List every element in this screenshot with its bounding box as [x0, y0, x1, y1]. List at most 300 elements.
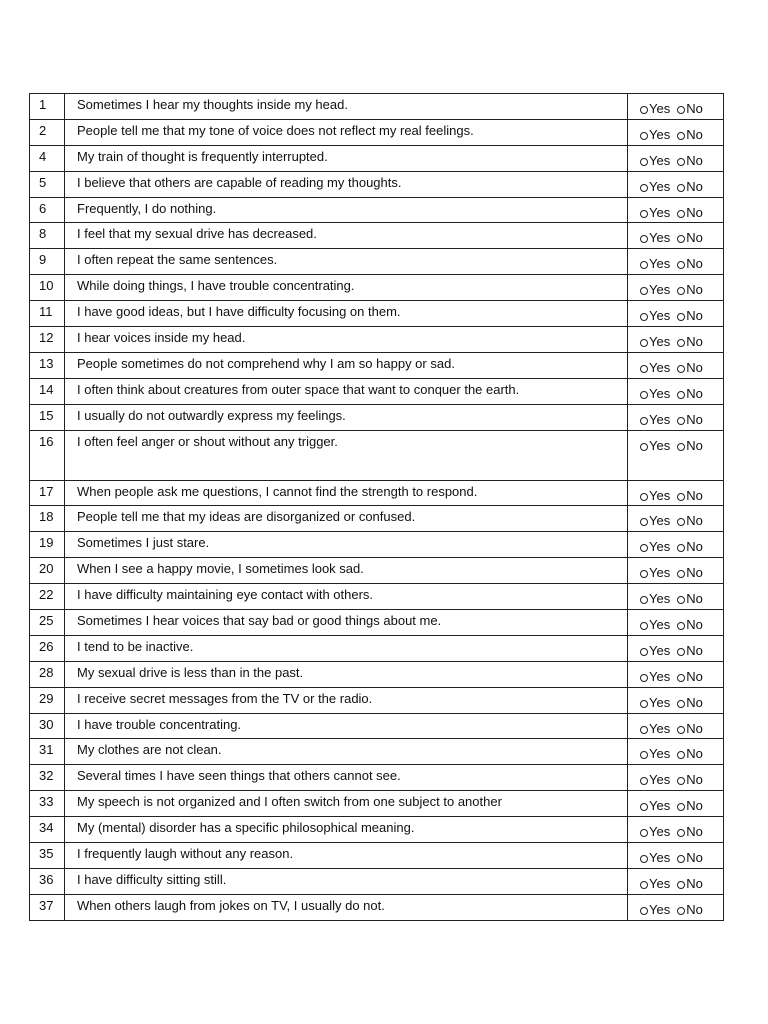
no-option[interactable]: [677, 617, 703, 632]
question-number-text: 32: [39, 768, 54, 784]
no-radio-icon[interactable]: [677, 443, 685, 451]
question-text-value: When people ask me questions, I cannot find the strength to respond.: [77, 483, 478, 499]
no-label: No: [686, 256, 703, 272]
yes-option[interactable]: [640, 772, 670, 787]
no-label: No: [686, 101, 703, 116]
question-number-text: 34: [39, 820, 54, 836]
question-text-value: My (mental) disorder has a specific philosophical meaning.: [77, 820, 415, 836]
question-row: [30, 327, 724, 353]
no-label: No: [686, 513, 703, 529]
no-option[interactable]: [677, 360, 703, 375]
question-number-text: 36: [39, 871, 54, 887]
yes-option[interactable]: [640, 902, 670, 917]
yes-label: Yes: [649, 746, 671, 762]
yes-radio-icon[interactable]: [640, 365, 648, 373]
question-row: [30, 197, 724, 223]
yes-radio-icon[interactable]: [640, 596, 648, 604]
question-text-value: I receive secret messages from the TV or the radio.: [77, 690, 373, 706]
question-text-value: I feel that my sexual drive has decreased.: [77, 226, 317, 242]
answer-options: [628, 506, 724, 532]
no-label: No: [686, 178, 703, 194]
yes-radio-icon[interactable]: [640, 313, 648, 321]
no-radio-icon[interactable]: [677, 777, 685, 785]
no-label: No: [686, 411, 703, 427]
yes-label: Yes: [649, 385, 671, 401]
question-text-value: I often repeat the same sentences.: [77, 252, 278, 268]
yes-label: Yes: [649, 617, 671, 633]
yes-radio-icon[interactable]: [640, 417, 648, 425]
question-number: [30, 480, 65, 506]
no-radio-icon[interactable]: [677, 544, 685, 552]
question-number: [30, 661, 65, 687]
yes-option[interactable]: [640, 565, 670, 580]
question-row: [30, 145, 724, 171]
yes-radio-icon[interactable]: [640, 132, 648, 140]
yes-radio-icon[interactable]: [640, 648, 648, 656]
answer-options: [628, 378, 724, 404]
yes-option[interactable]: [640, 308, 670, 323]
no-label: No: [686, 487, 703, 503]
answer-options: [628, 791, 724, 817]
question-row: [30, 610, 724, 636]
no-label: No: [686, 230, 703, 246]
yes-option[interactable]: [640, 282, 670, 297]
question-text: [65, 171, 628, 197]
yes-radio-icon[interactable]: [640, 287, 648, 295]
no-option[interactable]: [677, 902, 703, 917]
yes-radio-icon[interactable]: [640, 261, 648, 269]
no-label: No: [686, 668, 703, 684]
answer-options: [628, 430, 724, 480]
question-number: [30, 94, 65, 120]
question-text-value: I often think about creatures from outer space that want to conquer the earth.: [77, 381, 520, 397]
yes-radio-icon[interactable]: [640, 777, 648, 785]
yes-radio-icon[interactable]: [640, 391, 648, 399]
answer-options: [628, 713, 724, 739]
question-number-text: 29: [39, 690, 54, 706]
no-option[interactable]: [677, 695, 703, 710]
question-text-value: My sexual drive is less than in the past.: [77, 664, 304, 680]
yes-option[interactable]: [640, 721, 670, 736]
no-radio-icon[interactable]: [677, 417, 685, 425]
yes-option[interactable]: [640, 488, 670, 503]
question-number-text: 12: [39, 330, 54, 346]
question-text-value: My train of thought is frequently interrupted.: [77, 148, 328, 164]
answer-options: [628, 817, 724, 843]
question-text: [65, 94, 628, 120]
yes-radio-icon[interactable]: [640, 674, 648, 682]
no-option[interactable]: [677, 513, 703, 528]
question-text-value: I have difficulty sitting still.: [77, 871, 227, 887]
yes-option[interactable]: [640, 438, 670, 453]
yes-label: Yes: [649, 720, 671, 736]
question-number: [30, 197, 65, 223]
yes-option[interactable]: [640, 539, 670, 554]
no-radio-icon[interactable]: [677, 365, 685, 373]
no-option[interactable]: [677, 565, 703, 580]
question-text: [65, 404, 628, 430]
question-number: [30, 894, 65, 920]
no-option[interactable]: [677, 746, 703, 761]
question-text-value: I believe that others are capable of reading my thoughts.: [77, 174, 402, 190]
yes-label: Yes: [649, 565, 671, 581]
yes-label: Yes: [649, 850, 671, 866]
question-number: [30, 404, 65, 430]
yes-option[interactable]: [640, 360, 670, 375]
no-option[interactable]: [677, 824, 703, 839]
answer-options: [628, 223, 724, 249]
yes-radio-icon[interactable]: [640, 570, 648, 578]
questionnaire-body: [30, 94, 724, 921]
yes-radio-icon[interactable]: [640, 855, 648, 863]
question-text-value: I hear voices inside my head.: [77, 330, 246, 346]
question-number: [30, 868, 65, 894]
question-text: [65, 532, 628, 558]
question-text-value: I have good ideas, but I have difficulty focusing on them.: [77, 304, 401, 320]
no-radio-icon[interactable]: [677, 235, 685, 243]
question-text: [65, 739, 628, 765]
no-option[interactable]: [677, 669, 703, 684]
question-number-text: 33: [39, 794, 54, 810]
no-radio-icon[interactable]: [677, 881, 685, 889]
yes-label: Yes: [649, 282, 671, 298]
yes-radio-icon[interactable]: [640, 339, 648, 347]
question-number: [30, 532, 65, 558]
question-number-text: 5: [39, 174, 47, 190]
yes-radio-icon[interactable]: [640, 106, 648, 114]
answer-options: [628, 275, 724, 301]
no-radio-icon[interactable]: [677, 184, 685, 192]
question-number-text: 20: [39, 561, 54, 577]
no-option[interactable]: [677, 230, 703, 245]
question-text-value: People tell me that my tone of voice does not reflect my real feelings.: [77, 122, 474, 138]
yes-label: Yes: [649, 487, 671, 503]
answer-options: [628, 119, 724, 145]
question-text: [65, 765, 628, 791]
question-number: [30, 687, 65, 713]
answer-options: [628, 558, 724, 584]
no-radio-icon[interactable]: [677, 391, 685, 399]
no-label: No: [686, 824, 703, 840]
no-label: No: [686, 642, 703, 658]
question-text: [65, 791, 628, 817]
answer-options: [628, 843, 724, 869]
no-label: No: [686, 359, 703, 375]
no-radio-icon[interactable]: [677, 518, 685, 526]
question-number-text: 2: [39, 122, 47, 138]
no-option[interactable]: [677, 101, 703, 116]
question-text: [65, 223, 628, 249]
no-label: No: [686, 334, 703, 350]
question-text-value: I tend to be inactive.: [77, 638, 194, 654]
question-text-value: Sometimes I just stare.: [77, 535, 210, 551]
answer-options: [628, 687, 724, 713]
yes-option[interactable]: [640, 669, 670, 684]
no-option[interactable]: [677, 127, 703, 142]
question-row: [30, 119, 724, 145]
no-option[interactable]: [677, 205, 703, 220]
yes-option[interactable]: [640, 386, 670, 401]
question-row: [30, 894, 724, 920]
question-number: [30, 119, 65, 145]
question-text-value: I have difficulty maintaining eye contact with others.: [77, 587, 374, 603]
question-number-text: 11: [39, 304, 53, 320]
no-label: No: [686, 308, 703, 324]
no-option[interactable]: [677, 850, 703, 865]
yes-radio-icon[interactable]: [640, 622, 648, 630]
yes-radio-icon[interactable]: [640, 700, 648, 708]
yes-label: Yes: [649, 126, 671, 142]
question-number: [30, 506, 65, 532]
yes-option[interactable]: [640, 205, 670, 220]
question-text: [65, 843, 628, 869]
no-radio-icon[interactable]: [677, 907, 685, 915]
no-radio-icon[interactable]: [677, 855, 685, 863]
question-row: [30, 480, 724, 506]
no-radio-icon[interactable]: [677, 751, 685, 759]
yes-label: Yes: [649, 591, 671, 607]
no-option[interactable]: [677, 282, 703, 297]
question-number-text: 31: [39, 742, 54, 758]
yes-label: Yes: [649, 101, 671, 116]
yes-option[interactable]: [640, 617, 670, 632]
yes-label: Yes: [649, 513, 671, 529]
yes-label: Yes: [649, 411, 671, 427]
question-text-value: I have trouble concentrating.: [77, 716, 242, 732]
no-option[interactable]: [677, 539, 703, 554]
yes-label: Yes: [649, 772, 671, 788]
question-row: [30, 635, 724, 661]
yes-radio-icon[interactable]: [640, 184, 648, 192]
yes-label: Yes: [649, 308, 671, 324]
no-label: No: [686, 617, 703, 633]
answer-options: [628, 301, 724, 327]
yes-radio-icon[interactable]: [640, 726, 648, 734]
no-radio-icon[interactable]: [677, 570, 685, 578]
yes-label: Yes: [649, 694, 671, 710]
no-label: No: [686, 152, 703, 168]
no-option[interactable]: [677, 153, 703, 168]
no-radio-icon[interactable]: [677, 287, 685, 295]
no-label: No: [686, 746, 703, 762]
question-text-value: People sometimes do not comprehend why I am so happy or sad.: [77, 355, 455, 371]
no-radio-icon[interactable]: [677, 313, 685, 321]
question-number: [30, 249, 65, 275]
no-option[interactable]: [677, 256, 703, 271]
answer-options: [628, 171, 724, 197]
no-radio-icon[interactable]: [677, 803, 685, 811]
question-number-text: 8: [39, 226, 47, 242]
question-text: [65, 197, 628, 223]
answer-options: [628, 94, 724, 120]
no-option[interactable]: [677, 798, 703, 813]
yes-option[interactable]: [640, 412, 670, 427]
no-option[interactable]: [677, 876, 703, 891]
question-number: [30, 713, 65, 739]
yes-option[interactable]: [640, 643, 670, 658]
question-row: [30, 378, 724, 404]
yes-label: Yes: [649, 824, 671, 840]
question-text: [65, 327, 628, 353]
question-number-text: 22: [39, 587, 54, 603]
question-text: [65, 817, 628, 843]
yes-option[interactable]: [640, 798, 670, 813]
yes-option[interactable]: [640, 334, 670, 349]
question-number-text: 30: [39, 716, 54, 732]
no-option[interactable]: [677, 334, 703, 349]
answer-options: [628, 145, 724, 171]
yes-option[interactable]: [640, 591, 670, 606]
yes-option[interactable]: [640, 824, 670, 839]
yes-radio-icon[interactable]: [640, 907, 648, 915]
question-row: [30, 687, 724, 713]
yes-option[interactable]: [640, 850, 670, 865]
no-radio-icon[interactable]: [677, 726, 685, 734]
yes-radio-icon[interactable]: [640, 210, 648, 218]
question-number: [30, 352, 65, 378]
no-radio-icon[interactable]: [677, 132, 685, 140]
no-option[interactable]: [677, 438, 703, 453]
yes-radio-icon[interactable]: [640, 751, 648, 759]
question-text-value: When others laugh from jokes on TV, I usually do not.: [77, 897, 385, 913]
no-option[interactable]: [677, 386, 703, 401]
no-option[interactable]: [677, 643, 703, 658]
question-row: [30, 301, 724, 327]
question-number-text: 6: [39, 200, 47, 216]
question-row: [30, 765, 724, 791]
yes-label: Yes: [649, 230, 671, 246]
yes-option[interactable]: [640, 746, 670, 761]
no-label: No: [686, 850, 703, 866]
question-row: [30, 843, 724, 869]
question-text: [65, 145, 628, 171]
no-radio-icon[interactable]: [677, 339, 685, 347]
no-label: No: [686, 798, 703, 814]
yes-radio-icon[interactable]: [640, 158, 648, 166]
question-number: [30, 430, 65, 480]
question-text-value: Sometimes I hear my thoughts inside my head.: [77, 97, 348, 112]
question-number-text: 13: [39, 355, 54, 371]
yes-radio-icon[interactable]: [640, 235, 648, 243]
yes-radio-icon[interactable]: [640, 881, 648, 889]
question-number: [30, 558, 65, 584]
no-radio-icon[interactable]: [677, 648, 685, 656]
question-number-text: 14: [39, 381, 54, 397]
question-number: [30, 327, 65, 353]
no-label: No: [686, 720, 703, 736]
no-radio-icon[interactable]: [677, 622, 685, 630]
yes-option[interactable]: [640, 513, 670, 528]
question-row: [30, 532, 724, 558]
yes-option[interactable]: [640, 179, 670, 194]
no-option[interactable]: [677, 721, 703, 736]
question-text: [65, 480, 628, 506]
question-row: [30, 352, 724, 378]
no-radio-icon[interactable]: [677, 493, 685, 501]
yes-label: Yes: [649, 204, 671, 220]
no-option[interactable]: [677, 179, 703, 194]
no-label: No: [686, 437, 703, 453]
question-number-text: 9: [39, 252, 47, 268]
question-number: [30, 765, 65, 791]
no-radio-icon[interactable]: [677, 674, 685, 682]
yes-option[interactable]: [640, 101, 670, 116]
answer-options: [628, 249, 724, 275]
question-row: [30, 94, 724, 120]
no-option[interactable]: [677, 412, 703, 427]
question-number-text: 19: [39, 535, 54, 551]
no-label: No: [686, 539, 703, 555]
yes-option[interactable]: [640, 876, 670, 891]
question-text: [65, 635, 628, 661]
question-row: [30, 584, 724, 610]
no-radio-icon[interactable]: [677, 210, 685, 218]
question-number-text: 18: [39, 509, 54, 525]
question-text-value: When I see a happy movie, I sometimes look sad.: [77, 561, 364, 577]
question-number: [30, 223, 65, 249]
answer-options: [628, 610, 724, 636]
no-radio-icon[interactable]: [677, 158, 685, 166]
question-number: [30, 610, 65, 636]
yes-radio-icon[interactable]: [640, 803, 648, 811]
no-label: No: [686, 772, 703, 788]
answer-options: [628, 739, 724, 765]
question-row: [30, 275, 724, 301]
question-text: [65, 661, 628, 687]
yes-radio-icon[interactable]: [640, 518, 648, 526]
question-number: [30, 584, 65, 610]
yes-radio-icon[interactable]: [640, 544, 648, 552]
question-number-text: 10: [39, 278, 54, 294]
yes-label: Yes: [649, 437, 671, 453]
question-text: [65, 506, 628, 532]
question-number-text: 35: [39, 846, 54, 862]
yes-option[interactable]: [640, 230, 670, 245]
question-number-text: 15: [39, 407, 54, 423]
yes-option[interactable]: [640, 256, 670, 271]
question-row: [30, 868, 724, 894]
question-text: [65, 558, 628, 584]
no-radio-icon[interactable]: [677, 596, 685, 604]
question-number: [30, 817, 65, 843]
no-radio-icon[interactable]: [677, 700, 685, 708]
no-option[interactable]: [677, 772, 703, 787]
question-row: [30, 223, 724, 249]
question-row: [30, 430, 724, 480]
no-radio-icon[interactable]: [677, 106, 685, 114]
no-option[interactable]: [677, 308, 703, 323]
question-row: [30, 739, 724, 765]
no-option[interactable]: [677, 488, 703, 503]
yes-radio-icon[interactable]: [640, 829, 648, 837]
question-text: [65, 119, 628, 145]
yes-option[interactable]: [640, 695, 670, 710]
yes-radio-icon[interactable]: [640, 443, 648, 451]
yes-option[interactable]: [640, 153, 670, 168]
no-option[interactable]: [677, 591, 703, 606]
no-label: No: [686, 282, 703, 298]
answer-options: [628, 584, 724, 610]
question-row: [30, 404, 724, 430]
question-text-value: People tell me that my ideas are disorganized or confused.: [77, 509, 416, 525]
no-radio-icon[interactable]: [677, 261, 685, 269]
yes-option[interactable]: [640, 127, 670, 142]
no-label: No: [686, 591, 703, 607]
yes-radio-icon[interactable]: [640, 493, 648, 501]
question-row: [30, 791, 724, 817]
no-radio-icon[interactable]: [677, 829, 685, 837]
yes-label: Yes: [649, 798, 671, 814]
